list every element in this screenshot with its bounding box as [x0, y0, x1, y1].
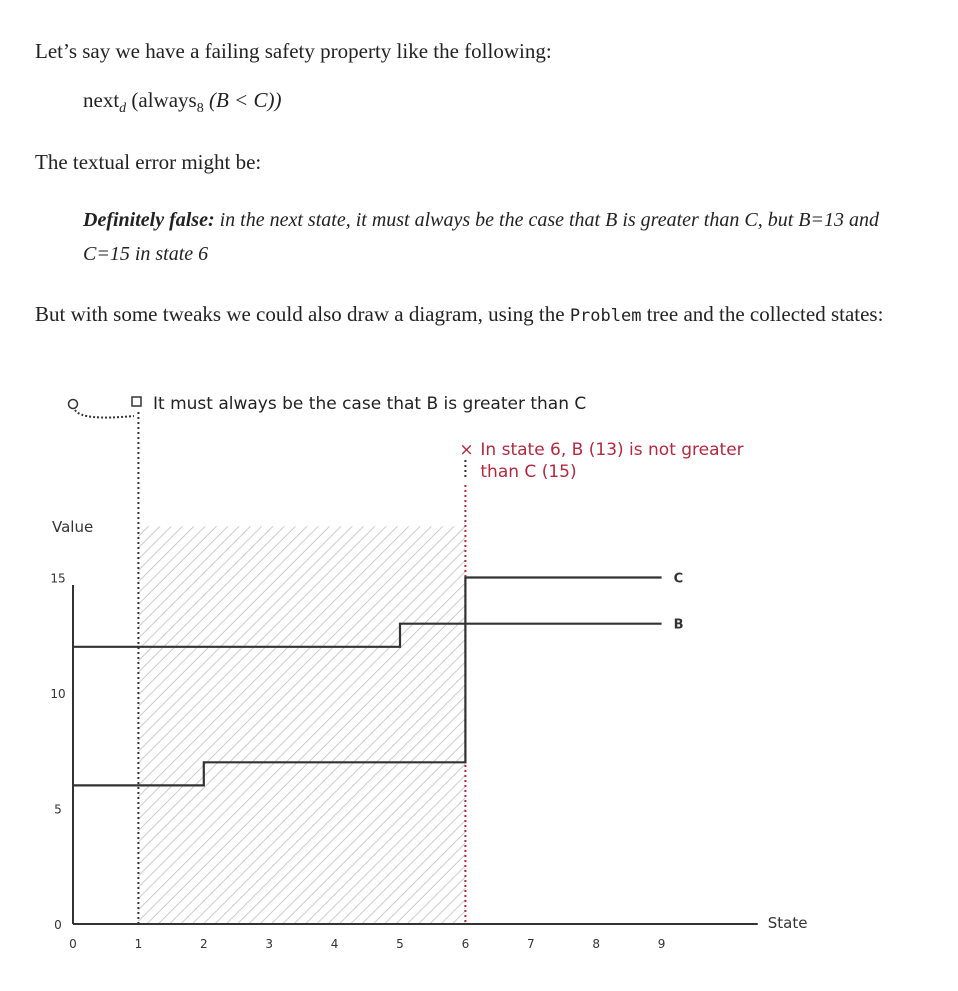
series-label-c: C [673, 571, 684, 587]
x-tick-label: 4 [330, 937, 339, 950]
y-axis-label: Value [52, 518, 94, 536]
shaded-region [138, 526, 465, 924]
formula-always: (always [131, 88, 197, 112]
x-tick-label: 3 [265, 937, 274, 950]
series-label-b: B [673, 617, 684, 633]
x-tick-label: 1 [134, 937, 143, 950]
x-tick-label: 0 [69, 937, 77, 950]
formula-body: (B < C)) [208, 88, 282, 112]
intro-text: Let’s say we have a failing safety property like the following: [35, 39, 552, 63]
error-label-line1: In state 6, B (13) is not greater [480, 440, 744, 460]
diagram-intro-text [35, 297, 935, 333]
formula-next-sub: d [119, 101, 127, 117]
x-tick-label: 6 [461, 937, 470, 950]
x-tick-label: 7 [526, 937, 535, 950]
x-tick-label: 8 [592, 937, 601, 950]
error-intro-text: The textual error might be: [35, 150, 262, 174]
diagram-intro-b: tree and the collected states: [641, 302, 884, 326]
quote-rest: in the next state, it must always be the case that B is greater than C, but B=13 and C=15 in state 6 [83, 209, 879, 265]
x-tick-label: 2 [199, 937, 208, 950]
formula [83, 88, 281, 117]
y-ticks [50, 572, 65, 933]
x-axis-label: State [767, 914, 808, 932]
y-tick-label: 5 [54, 802, 62, 817]
error-label-line2: than C (15) [480, 462, 577, 482]
y-tick-label: 15 [50, 571, 66, 586]
y-tick-label: 10 [50, 687, 66, 701]
x-tick-label: 9 [657, 937, 666, 950]
formula-next: next [83, 88, 120, 112]
x-tick-label: 5 [396, 937, 404, 950]
diagram-intro-a: But with some tweaks we could also draw a diagram, using the [35, 302, 570, 326]
y-tick-label: 0 [54, 918, 62, 932]
error-x-icon: × [459, 440, 474, 460]
quote-bold: Definitely false: [83, 209, 215, 231]
step-chart [0, 380, 958, 950]
x-ticks [69, 937, 665, 950]
always-square-icon [132, 397, 141, 406]
formula-always-sub: 8 [196, 101, 204, 117]
always-label: It must always be the case that B is greater than C [153, 394, 587, 414]
root-node-circle [69, 400, 78, 409]
tree-connector [75, 410, 134, 418]
problem-code: Problem [569, 306, 642, 326]
error-quote [83, 203, 923, 271]
